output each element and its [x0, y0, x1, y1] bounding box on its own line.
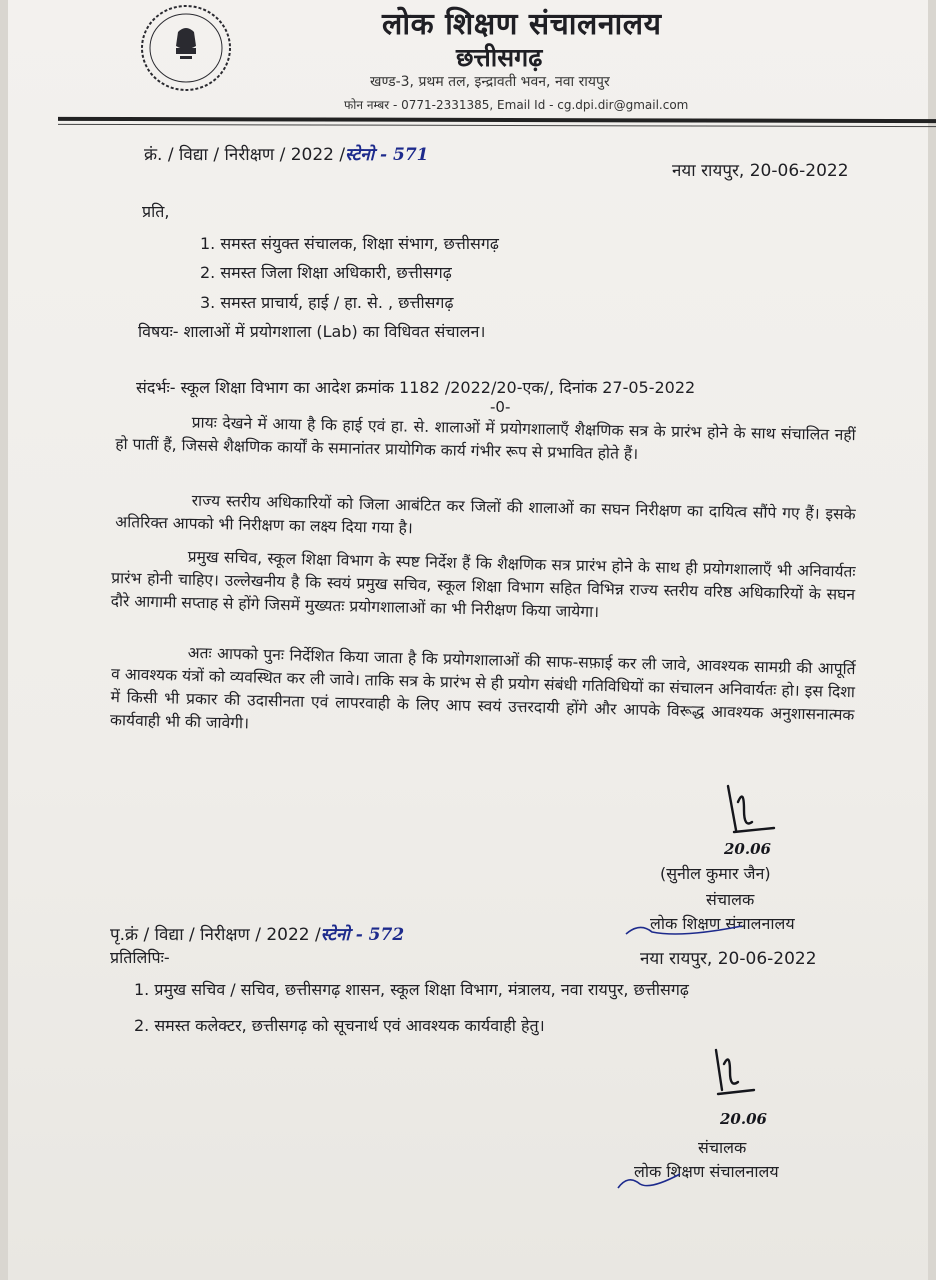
government-seal-icon — [136, 2, 236, 94]
letter-date: नया रायपुर, 20-06-2022 — [672, 161, 849, 181]
reference-number — [144, 142, 429, 165]
copy-reference-handwritten: स्टेनो - 572 — [320, 925, 405, 945]
signatory-name: (सुनील कुमार जैन) — [660, 864, 771, 883]
subject-line: विषयः- शालाओं में प्रयोगशाला (Lab) का विधिवत संचालन। — [138, 322, 486, 341]
body-paragraph: प्रमुख सचिव, स्कूल शिक्षा विभाग के स्पष्ट निर्देश हैं कि शैक्षणिक सत्र प्रारंभ होने के साथ ही प्रयोगशालाएँ भी अनिवार्यतः प्रारंभ होनी चाहिए। उल्लेखनीय है कि स्वयं प्रमुख सचिव, स्कूल शिक्षा विभाग सहित विभिन्न राज्य स्तरीय वरिष्ठ अधिकारियों के सघन दौरे आगामी सप्ताह से होंगे जिसमें मुख्यतः प्रयोगशालाओं का भी निरीक्षण किया जायेगा। — [110, 547, 856, 622]
header-rule-thick — [58, 117, 936, 123]
letterhead-state: छत्तीसगढ़ — [456, 43, 543, 72]
letterhead-title: लोक शिक्षण संचालनालय — [382, 7, 662, 42]
letterhead-address: खण्ड-3, प्रथम तल, इन्द्रावती भवन, नवा रायपुर — [370, 74, 610, 90]
copy-item: 1. प्रमुख सचिव / सचिव, छत्तीसगढ़ शासन, स्कूल शिक्षा विभाग, मंत्रालय, नवा रायपुर, छत्तीसगढ़ — [134, 980, 689, 999]
signatory-2-designation: संचालक — [698, 1138, 747, 1157]
addressee-item: 1. समस्त संयुक्त संचालक, शिक्षा संभाग, छत्तीसगढ़ — [200, 234, 499, 253]
signatory-2-office: लोक शिक्षण संचालनालय — [634, 1162, 779, 1181]
header-rule-thin — [58, 124, 936, 127]
signature-1-mark — [708, 782, 788, 842]
copy-item: 2. समस्त कलेक्टर, छत्तीसगढ़ को सूचनार्थ एवं आवश्यक कार्यवाही हेतु। — [134, 1016, 545, 1035]
copy-label: प्रतिलिपिः- — [110, 948, 170, 967]
addressee-label: प्रति, — [142, 202, 170, 221]
signature-2-mark — [698, 1046, 768, 1106]
body-paragraph: राज्य स्तरीय अधिकारियों को जिला आबंटित कर जिलों की शालाओं का सघन निरीक्षण का दायित्व सौंपे गए हैं। इसके अतिरिक्त आपको भी निरीक्षण का लक्ष्य दिया गया है। — [115, 491, 856, 538]
signature-2-date: 20.06 — [720, 1110, 767, 1128]
body-paragraph: अतः आपको पुनः निर्देशित किया जाता है कि प्रयोगशालाओं की साफ-सफ़ाई कर ली जावे, आवश्यक सामग्री की आपूर्ति व आवश्यक यंत्रों को व्यवस्थित कर ली जावे। ताकि सत्र के प्रारंभ से ही प्रयोग संबंधी गतिविधियों का संचालन अनिवार्यतः हो। इस दिशा में किसी भी प्रकार की उदासीनता एवं लापरवाही के लिए आप स्वयं उत्तरदायी होंगे और आपके विरूद्ध आवश्यक अनुशासनात्मक कार्यवाही भी की जावेगी। — [109, 643, 856, 733]
reference-printed: क्रं. / विद्या / निरीक्षण / 2022 / — [144, 145, 346, 165]
document-page — [8, 0, 928, 1280]
body-paragraph: प्रायः देखने में आया है कि हाई एवं हा. से. शालाओं में प्रयोगशालाएँ शैक्षणिक सत्र के प्रारंभ होने के साथ संचालित नहीं हो पातीं हैं, जिससे शैक्षणिक कार्यों के समानांतर प्रायोगिक कार्य गंभीर रूप से प्रभावित होते हैं। — [115, 413, 856, 464]
addressee-item: 3. समस्त प्राचार्य, हाई / हा. से. , छत्तीसगढ़ — [200, 293, 454, 312]
ink-underline-1 — [624, 920, 744, 940]
addressee-item: 2. समस्त जिला शिक्षा अधिकारी, छत्तीसगढ़ — [200, 263, 452, 282]
signature-1-date: 20.06 — [724, 840, 771, 858]
signatory-office: लोक शिक्षण संचालनालय — [650, 914, 795, 933]
letterhead-contact: फोन नम्बर - 0771-2331385, Email Id - cg.dpi.dir@gmail.com — [344, 98, 689, 112]
signatory-designation: संचालक — [706, 890, 755, 909]
copy-reference-printed: पृ.क्रं / विद्या / निरीक्षण / 2022 / — [110, 925, 321, 945]
signature-1-place-date: नया रायपुर, 20-06-2022 — [640, 949, 817, 969]
ink-underline-2 — [614, 1170, 694, 1194]
separator: -0- — [490, 398, 511, 416]
copy-reference-number — [110, 922, 404, 945]
reference-line: संदर्भः- स्कूल शिक्षा विभाग का आदेश क्रमांक 1182 /2022/20-एक/, दिनांक 27-05-2022 — [136, 378, 696, 397]
reference-handwritten: स्टेनो - 571 — [345, 145, 429, 165]
